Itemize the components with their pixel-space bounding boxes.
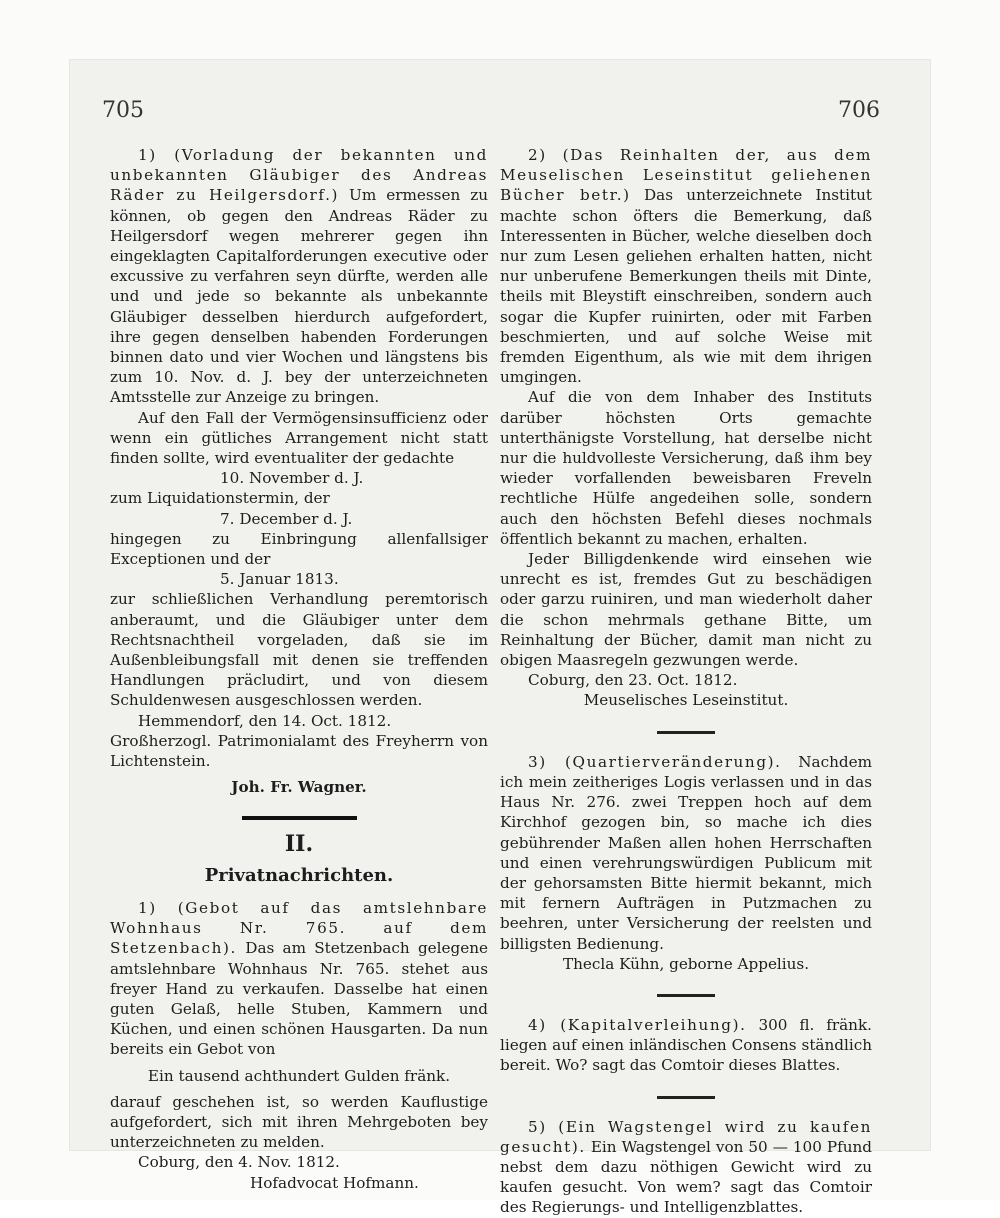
left-column [110,145,488,1193]
place-date: Coburg, den 4. Nov. 1812. [138,1153,340,1172]
notice-title: 5) (Ein Wagstengel wird zu kaufen gesucht). [500,1117,872,1156]
page-number-right: 706 [838,98,880,123]
section-heading: Privatnachrichten. [204,864,394,886]
divider [657,994,715,997]
date-line: 10. November d. J. [220,469,364,488]
divider [657,1096,715,1099]
divider [657,731,715,734]
place-date: Hemmendorf, den 14. Oct. 1812. [138,711,392,730]
notice-body: Das unterzeichnete Institut machte schon öfters die Bemerkung, daß Interessenten in Bücher, welche dieselben doch nur zum Lesen geliehen erhalten hatten, nicht nur unberufene Bemerkungen theils mit Dinte, theils mit Bleystift einschreiben, sondern auch sogar die Kupfer ruinirten, oder mit Farben beschmierten, und auf solche Weise mit fremden Eigenthum, als wie mit dem ihrigen umgingen. [500,186,873,387]
place-date: Coburg, den 23. Oct. 1812. [528,671,738,690]
section-number: II. [284,830,314,857]
signature: Hofadvocat Hofmann. [250,1173,419,1192]
notice-title: 2) (Das Reinhalten der, aus dem Meuselischen Leseinstitut geliehenen Bücher betr.) [500,146,872,205]
notice-paragraph: Jeder Billigdenkende wird einsehen wie unrecht es ist, fremdes Gut zu beschädigen oder garzu ruiniren, und man wiederholt daher die schon mehrmals gethane Bitte, um Reinhaltung der Bücher, damit man nicht zu obigen Maasregeln gezwungen werde. [500,550,872,670]
date-line: 5. Januar 1813. [220,570,339,589]
notice-title: 1) (Vorladung der bekannten und unbekannten Gläubiger des Andreas Räder zu Heilgersdorf.) [110,146,488,205]
notice-body: Um ermessen zu können, ob gegen den Andreas Räder zu Heilgersdorf wegen mehrerer gegen ihn eingeklagten Capitalforderungen executive oder excussive zu verfahren seyn dürfte, werden alle und und jede so bekannte als unbekannte Gläubiger desselben hierdurch aufgefordert, ihre gegen denselben habenden Forderungen binnen dato und vier Wochen und längstens bis zum 10. Nov. d. J. bey der unterzeichneten Amtsstelle zur Anzeige zu bringen. [110,186,489,407]
notice-paragraph: zur schließlichen Verhandlung peremtorisch anberaumt, und die Gläubiger unter dem Rechtsnachtheil vorgeladen, daß sie im Außenbleibungsfall mit denen sie treffenden Handlungen präcludirt, und von diesem Schuldenwesen ausgeschlossen werden. [110,590,488,710]
page-number-left: 705 [102,98,144,123]
notice-title: 1) (Gebot auf das amtslehnbare Wohnhaus Nr. 765. auf dem Stetzenbach). [110,898,488,958]
notice-body: Ein Wagstengel von 50 — 100 Pfund nebst dem dazu nöthigen Gewicht wird zu kaufen gesucht. Von wem? sagt das Comtoir des Regierungs- und Intelligenzblattes. [500,1137,872,1217]
notice-body: 300 fl. fränk. liegen auf einen inländischen Consens ständlich bereit. Wo? sagt das Comtoir dieses Blattes. [500,1015,872,1075]
section-divider [242,816,357,820]
notice-paragraph: darauf geschehen ist, so werden Kauflustige aufgefordert, sich mit ihren Mehrgeboten bey unterzeichneten zu melden. [110,1092,488,1152]
right-column [500,145,872,1218]
text-line: zum Liquidationstermin, der [110,489,330,508]
notice-body: Nachdem ich mein zeitheriges Logis verlassen und in das Haus Nr. 276. zwei Treppen hoch auf dem Kirchhof gezogen bin, so mache ich dies gebührender Maßen allen hohen Herrschaften und einen verehrungswürdigen Publicum mit der gehorsamsten Bitte hiermit bekannt, mich mit fernern Aufträgen in Putzmachen zu beehren, unter Versicherung der reelsten und billigsten Bedienung. [500,752,872,953]
notice-paragraph: Auf die von dem Inhaber des Instituts darüber höchsten Orts gemachte unterthänigste Vorstellung, hat derselbe nicht nur die huldvolleste Versicherung, daß ihm bey wieder vorfallenden beweisbaren Freveln rechtliche Hülfe angedeihen solle, sondern auch den höchsten Befehl dieses nochmals öffentlich bekannt zu machen, erhalten. [500,388,872,548]
signature: Meuselisches Leseinstitut. [583,691,789,710]
notice-title: 3) (Quartierveränderung). [528,752,782,771]
price-line: Ein tausend achthundert Gulden fränk. [147,1066,451,1085]
date-line: 7. December d. J. [220,509,353,528]
authority-line: Großherzogl. Patrimonialamt des Freyherrn von Lichtenstein. [110,731,488,771]
text-line: hingegen zu Einbringung allenfallsiger Exceptionen und der [110,529,488,569]
signature: Thecla Kühn, geborne Appelius. [562,954,810,973]
notice-title: 4) (Kapitalverleihung). [528,1015,747,1034]
signature: Joh. Fr. Wagner. [231,778,367,797]
notice-body: Das am Stetzenbach gelegene amtslehnbare Wohnhaus Nr. 765. stehet aus freyer Hand zu verkaufen. Dasselbe hat einen guten Gelaß, helle Stuben, Kammern und Küchen, und einen schönen Hausgarten. Da nun bereits ein Gebot von [110,939,488,1059]
notice-paragraph: Auf den Fall der Vermögensinsufficienz oder wenn ein gütliches Arrangement nicht statt finden sollte, wird eventualiter der gedachte [110,408,488,468]
